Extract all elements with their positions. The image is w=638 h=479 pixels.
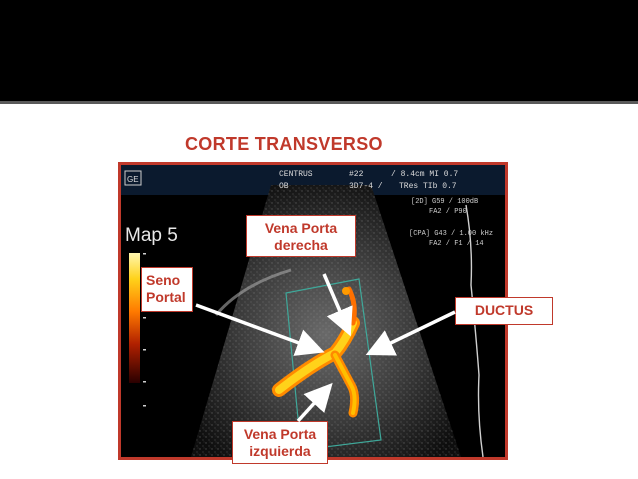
top-divider-line bbox=[0, 101, 638, 104]
slide-title: CORTE TRANSVERSO bbox=[185, 134, 383, 154]
header-study-number: #22 bbox=[349, 170, 364, 179]
callout-vena-porta-derecha bbox=[246, 215, 356, 257]
callout-vena-porta-derecha-line1: Vena Porta bbox=[264, 220, 338, 236]
params-cpa-gain: [CPA] G43 / 1.00 kHz bbox=[409, 230, 494, 238]
params-cpa-frame: FA2 / F1 / 14 bbox=[429, 240, 484, 248]
header-preset: CENTRUS bbox=[279, 170, 313, 179]
callout-seno-portal-line2: Portal bbox=[146, 289, 186, 305]
header-depth-mi: / 8.4cm MI 0.7 bbox=[391, 170, 459, 179]
map-label: Map 5 bbox=[125, 225, 178, 246]
callout-seno-portal-line1: Seno bbox=[146, 272, 181, 288]
callout-vena-porta-izquierda-line2: izquierda bbox=[249, 443, 311, 459]
callout-vena-porta-derecha-line2: derecha bbox=[274, 237, 328, 253]
color-scale-bar bbox=[129, 253, 140, 383]
callout-vena-porta-izquierda bbox=[232, 421, 328, 464]
callout-vena-porta-izquierda-line1: Vena Porta bbox=[243, 426, 317, 442]
logo-text: GE bbox=[127, 175, 139, 184]
callout-ductus bbox=[455, 297, 553, 325]
callout-ductus-label: DUCTUS bbox=[474, 302, 534, 318]
header-tres-tib: TRes TIb 0.7 bbox=[399, 182, 457, 191]
params-2d-gain: [2D] G59 / 100dB bbox=[411, 198, 479, 206]
callout-seno-portal bbox=[141, 267, 193, 312]
header-probe: 3D7-4 / bbox=[349, 182, 383, 191]
top-black-band bbox=[0, 0, 638, 101]
params-2d-frame: FA2 / P90 bbox=[429, 208, 467, 216]
header-application: OB bbox=[279, 182, 289, 191]
